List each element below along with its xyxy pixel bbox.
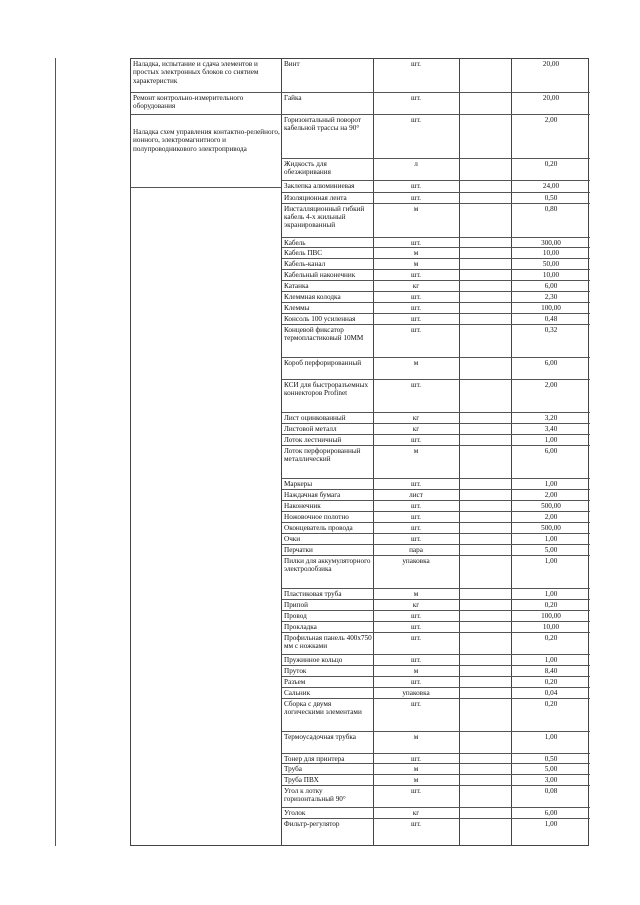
material-name: Угол к лотку горизонтальный 90° — [284, 787, 346, 804]
material-name: Кабель — [284, 239, 306, 247]
material-unit: шт. — [411, 678, 421, 686]
material-name: Горизонтальный поворот кабельной трассы на 90° — [284, 116, 362, 133]
material-row — [282, 732, 590, 754]
material-quantity: 8,40 — [544, 667, 558, 675]
material-name: Сборка с двумя логическими элементами — [284, 700, 362, 717]
material-unit: упаковка — [402, 557, 430, 565]
material-unit: шт. — [411, 787, 421, 795]
material-name: Кабель ПВС — [284, 249, 323, 257]
material-unit: кг — [412, 809, 420, 817]
material-unit: шт. — [411, 535, 421, 543]
material-quantity: 6,00 — [544, 359, 558, 367]
binding-margin-line — [55, 58, 56, 846]
material-row — [282, 808, 590, 819]
material-name: Кабель-канал — [284, 260, 326, 268]
material-row — [282, 204, 590, 238]
material-row — [282, 589, 590, 600]
material-name: Разъем — [284, 678, 306, 686]
material-row — [282, 380, 590, 413]
material-row — [282, 512, 590, 523]
material-row — [282, 556, 590, 589]
material-row — [282, 159, 590, 181]
material-row — [282, 413, 590, 424]
material-quantity: 20,00 — [542, 94, 560, 102]
material-quantity: 500,00 — [541, 502, 561, 510]
material-name: Пластиковая труба — [284, 590, 342, 598]
material-quantity: 100,00 — [541, 612, 561, 620]
material-quantity: 6,00 — [544, 447, 558, 455]
material-quantity: 2,00 — [544, 381, 558, 389]
material-row — [282, 292, 590, 303]
material-row — [282, 666, 590, 677]
material-quantity: 5,00 — [544, 765, 558, 773]
material-quantity: 5,00 — [544, 546, 558, 554]
row-divider — [131, 114, 282, 115]
material-unit: м — [413, 359, 419, 367]
material-quantity: 0,20 — [544, 160, 558, 168]
material-unit: шт. — [411, 436, 421, 444]
material-name: Маркеры — [284, 480, 313, 488]
material-unit: упаковка — [402, 689, 430, 697]
material-row — [282, 59, 590, 93]
material-quantity: 1,00 — [544, 590, 558, 598]
material-unit: шт. — [411, 304, 421, 312]
material-row — [282, 115, 590, 159]
material-row — [282, 435, 590, 446]
material-unit: кг — [412, 282, 420, 290]
material-row — [282, 523, 590, 534]
material-quantity: 24,00 — [542, 182, 560, 190]
material-unit: кг — [412, 414, 420, 422]
material-quantity: 0,20 — [544, 601, 558, 609]
material-unit: шт. — [411, 326, 421, 334]
material-row — [282, 281, 590, 292]
material-quantity: 10,00 — [542, 623, 560, 631]
material-unit: шт. — [411, 634, 421, 642]
material-unit: шт. — [411, 239, 421, 247]
material-quantity: 2,00 — [544, 513, 558, 521]
material-name: Ножовочное полотно — [284, 513, 349, 521]
material-name: Клеммы — [284, 304, 310, 312]
material-row — [282, 303, 590, 314]
material-row — [282, 754, 590, 764]
material-row — [282, 259, 590, 270]
material-name: Наконечник — [284, 502, 321, 510]
material-name: Лоток перфорированный металлический — [284, 447, 361, 464]
material-row — [282, 93, 590, 115]
material-row — [282, 545, 590, 556]
material-row — [282, 786, 590, 808]
material-name: Короб перфорированный — [284, 359, 362, 367]
material-name: Катанка — [284, 282, 309, 290]
material-name: Профильная панель 400х750 мм с ножками — [284, 634, 372, 651]
material-name: Инсталляционный гибкий кабель 4-х жильный экранированный — [284, 205, 365, 230]
material-row — [282, 490, 590, 501]
material-row — [282, 181, 590, 193]
material-row — [282, 446, 590, 479]
material-quantity: 0,20 — [544, 634, 558, 642]
material-name: Фильтр-регулятор — [284, 820, 340, 828]
material-name: Прокладка — [284, 623, 317, 631]
material-name: Тонер для принтера — [284, 755, 345, 763]
material-unit: м — [413, 765, 419, 773]
material-row — [282, 600, 590, 611]
material-quantity: 0,20 — [544, 678, 558, 686]
material-name: Труба — [284, 765, 302, 773]
material-unit: шт. — [411, 755, 421, 763]
material-name: Труба ПВХ — [284, 776, 319, 784]
material-unit: пара — [409, 546, 423, 554]
material-row — [282, 270, 590, 281]
material-unit: м — [413, 249, 419, 257]
material-name: Жидкость для обезжиривания — [284, 160, 331, 177]
material-quantity: 0,50 — [544, 194, 558, 202]
material-name: Оконцеватель провода — [284, 524, 353, 532]
material-row — [282, 193, 590, 204]
material-quantity: 1,00 — [544, 436, 558, 444]
material-row — [282, 611, 590, 622]
material-unit: кг — [412, 425, 420, 433]
material-unit: шт. — [411, 612, 421, 620]
work-item: Наладка схем управления контактно-релейного, ионного, электромагнитного и полупроводникового электропривода — [133, 128, 280, 153]
material-row — [282, 775, 590, 786]
material-quantity: 500,00 — [541, 524, 561, 532]
material-row — [282, 314, 590, 325]
material-row — [282, 325, 590, 358]
work-item: Наладка, испытание и сдача элементов и простых электронных блоков со снятием характеристик — [133, 60, 259, 85]
material-unit: шт. — [411, 293, 421, 301]
material-unit: шт. — [411, 94, 421, 102]
material-name: Лоток лестничный — [284, 436, 342, 444]
material-name: Листовой металл — [284, 425, 337, 433]
material-name: Гайка — [284, 94, 302, 102]
material-unit: м — [413, 205, 419, 213]
material-unit: шт. — [411, 116, 421, 124]
materials-table — [130, 58, 589, 846]
material-quantity: 0,20 — [544, 700, 558, 708]
material-name: Термоусадочная трубка — [284, 733, 356, 741]
material-quantity: 10,00 — [542, 271, 560, 279]
material-unit: м — [413, 260, 419, 268]
material-quantity: 2,30 — [544, 293, 558, 301]
material-quantity: 300,00 — [541, 239, 561, 247]
material-name: Очки — [284, 535, 301, 543]
material-unit: кг — [412, 601, 420, 609]
material-unit: шт. — [411, 315, 421, 323]
material-row — [282, 622, 590, 633]
material-quantity: 20,00 — [542, 60, 560, 68]
material-row — [282, 764, 590, 775]
material-row — [282, 248, 590, 259]
row-divider — [131, 187, 282, 188]
material-name: Провод — [284, 612, 307, 620]
material-unit: м — [413, 776, 419, 784]
material-quantity: 0,80 — [544, 205, 558, 213]
material-row — [282, 699, 590, 732]
material-name: Пружинное кольцо — [284, 656, 343, 664]
material-row — [282, 358, 590, 380]
material-quantity: 1,00 — [544, 557, 558, 565]
material-row — [282, 688, 590, 699]
material-name: Клеммная колодка — [284, 293, 341, 301]
material-unit: шт. — [411, 820, 421, 828]
material-row — [282, 238, 590, 248]
material-row — [282, 424, 590, 435]
material-row — [282, 479, 590, 490]
material-quantity: 1,00 — [544, 656, 558, 664]
material-unit: шт. — [411, 524, 421, 532]
material-row — [282, 633, 590, 655]
material-unit: м — [413, 733, 419, 741]
material-unit: шт. — [411, 480, 421, 488]
material-quantity: 2,00 — [544, 116, 558, 124]
material-row — [282, 534, 590, 545]
material-quantity: 1,00 — [544, 480, 558, 488]
material-row — [282, 819, 590, 830]
material-name: Сальник — [284, 689, 311, 697]
work-item: Ремонт контрольно-измерительного оборудования — [133, 94, 244, 111]
material-name: Заклепка алюминиевая — [284, 182, 355, 190]
material-name: Лист оцинкованный — [284, 414, 346, 422]
material-quantity: 0,08 — [544, 787, 558, 795]
material-quantity: 2,00 — [544, 491, 558, 499]
material-name: Пилки для аккумуляторного электролобзика — [284, 557, 371, 574]
material-name: Наждачная бумага — [284, 491, 341, 499]
material-name: Концевой фиксатор термопластиковый 10ММ — [284, 326, 364, 343]
material-name: Припой — [284, 601, 308, 609]
material-quantity: 1,00 — [544, 820, 558, 828]
material-row — [282, 501, 590, 512]
material-row — [282, 677, 590, 688]
material-quantity: 0,50 — [544, 755, 558, 763]
material-name: Винт — [284, 60, 300, 68]
material-unit: лист — [409, 491, 423, 499]
material-quantity: 3,20 — [544, 414, 558, 422]
material-quantity: 6,00 — [544, 809, 558, 817]
material-unit: шт. — [411, 182, 421, 190]
material-name: Консоль 100 усиленная — [284, 315, 356, 323]
material-unit: шт. — [411, 513, 421, 521]
material-quantity: 0,32 — [544, 326, 558, 334]
material-unit: шт. — [411, 502, 421, 510]
material-row — [282, 655, 590, 666]
material-unit: шт. — [411, 60, 421, 68]
material-quantity: 3,40 — [544, 425, 558, 433]
material-quantity: 1,00 — [544, 733, 558, 741]
material-quantity: 3,00 — [544, 776, 558, 784]
row-divider — [131, 92, 282, 93]
material-unit: м — [413, 590, 419, 598]
material-unit: шт. — [411, 271, 421, 279]
material-quantity: 100,00 — [541, 304, 561, 312]
material-quantity: 0,04 — [544, 689, 558, 697]
material-quantity: 1,00 — [544, 535, 558, 543]
material-name: КСИ для быстроразъемных коннекторов Profinet — [284, 381, 369, 398]
material-unit: шт. — [411, 381, 421, 389]
material-name: Пруток — [284, 667, 307, 675]
material-name: Кабельный наконечник — [284, 271, 356, 279]
material-unit: шт. — [411, 194, 421, 202]
material-unit: м — [413, 667, 419, 675]
material-unit: шт. — [411, 623, 421, 631]
material-quantity: 50,00 — [542, 260, 560, 268]
material-quantity: 6,00 — [544, 282, 558, 290]
material-unit: л — [414, 160, 418, 168]
material-quantity: 0,48 — [544, 315, 558, 323]
material-name: Перчатки — [284, 546, 313, 554]
material-name: Уголок — [284, 809, 306, 817]
material-name: Изоляционная лента — [284, 194, 347, 202]
material-unit: шт. — [411, 656, 421, 664]
material-quantity: 10,00 — [542, 249, 560, 257]
material-unit: шт. — [411, 700, 421, 708]
material-unit: м — [413, 447, 419, 455]
